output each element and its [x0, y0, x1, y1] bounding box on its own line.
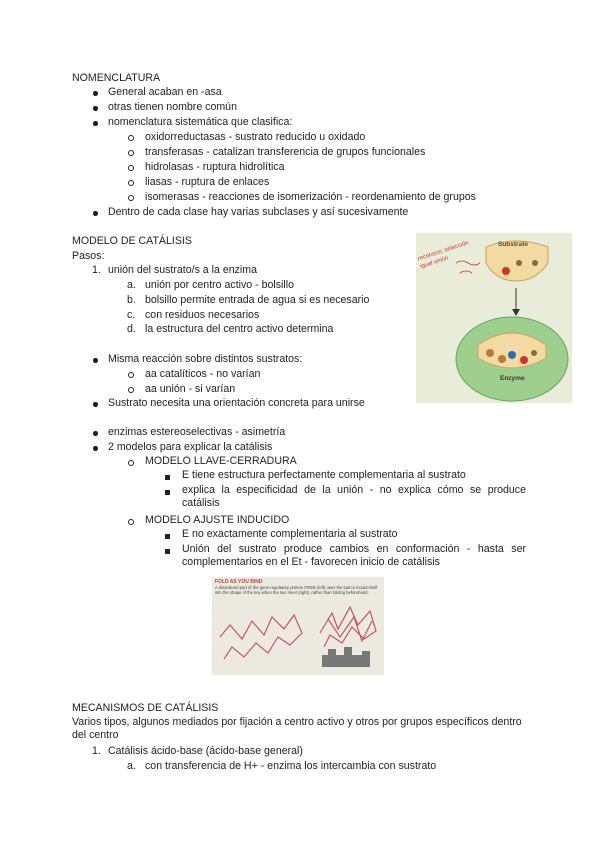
list-letter: a. [127, 760, 136, 772]
sub-bullet [128, 460, 134, 466]
list-item: nomenclatura sistemática que clasifica: [108, 116, 293, 128]
list-item: explica la especificidad de la unión - no explica cómo se produce catálisis [182, 484, 526, 509]
bullet [93, 446, 98, 451]
sub-bullet [128, 165, 134, 171]
list-item: la estructura del centro activo determina [145, 323, 334, 335]
list-item: otras tienen nombre común [108, 101, 237, 113]
list-item: General acaban en -asa [108, 86, 222, 98]
list-item: E no exactamente complementaria al sustrato [182, 528, 398, 540]
list-letter: c. [127, 309, 136, 321]
bullet [93, 121, 98, 126]
section-title-mecanismos: MECANISMOS DE CATÁLISIS [72, 702, 219, 714]
sub-bullet [128, 195, 134, 201]
list-item: Sustrato necesita una orientación concreta para unirse [108, 397, 365, 409]
figure-heading: FOLD AS YOU BIND [215, 579, 263, 585]
sub-bullet [128, 180, 134, 186]
sub-bullet [128, 372, 134, 378]
list-item: Catálisis ácido-base (ácido-base general) [108, 745, 303, 757]
model-title-ajuste: MODELO AJUSTE INDUCIDO [145, 514, 290, 526]
pasos-label: Pasos: [72, 250, 105, 262]
model-title-llave: MODELO LLAVE-CERRADURA [145, 455, 297, 467]
list-item: Misma reacción sobre distintos sustratos: [108, 353, 303, 365]
square-bullet [165, 490, 170, 495]
list-item: aa unión - si varían [145, 383, 236, 395]
list-item: Dentro de cada clase hay varias subclases y así sucesivamente [108, 206, 409, 218]
list-item: Unión del sustrato produce cambios en conformación - hasta ser complementarios en el Et - favorecen inicio de catálisis [182, 543, 526, 568]
bullet [93, 402, 98, 407]
square-bullet [165, 534, 170, 539]
bullet [93, 358, 98, 363]
square-bullet [165, 475, 170, 480]
list-item: transferasas - catalizan transferencia de grupos funcionales [145, 146, 426, 158]
bullet [93, 431, 98, 436]
list-item: 2 modelos para explicar la catálisis [108, 441, 273, 453]
list-letter: a. [127, 279, 136, 291]
bullet [93, 91, 98, 96]
list-item: con residuos necesarios [145, 309, 260, 321]
sub-bullet [128, 519, 134, 525]
list-item: con transferencia de H+ - enzima los intercambia con sustrato [145, 760, 437, 772]
list-letter: d. [127, 323, 136, 335]
section-title-nomenclatura: NOMENCLATURA [72, 72, 161, 84]
enzyme-substrate-figure [416, 233, 572, 403]
sub-bullet [128, 135, 134, 141]
list-item: aa catalíticos - no varían [145, 368, 261, 380]
enzyme-label: Enzyme [500, 375, 525, 382]
square-bullet [165, 549, 170, 554]
section-title-modelo: MODELO DE CATÁLISIS [72, 235, 192, 247]
substrate-label: Substrate [498, 241, 528, 248]
list-item: unión del sustrato/s a la enzima [108, 264, 257, 276]
bullet [93, 211, 98, 216]
bullet [93, 106, 98, 111]
fold-as-you-bind-figure [212, 577, 384, 675]
figure-caption: A disordered part of the gene-regulatory protein CREB (left) uses the bait to mould itself into the shape of the key when the two meet (right), rather than folding beforehand. [215, 585, 378, 595]
sub-bullet [128, 387, 134, 393]
list-number: 1. [92, 745, 101, 757]
list-letter: b. [127, 294, 136, 306]
sub-bullet [128, 150, 134, 156]
list-item: bolsillo permite entrada de agua si es necesario [145, 294, 370, 306]
folding-diagram [212, 577, 384, 675]
list-number: 1. [92, 264, 101, 276]
mecanismos-intro: Varios tipos, algunos mediados por fijación a centro activo y otros por grupos específicos dentro del centro [72, 716, 522, 741]
list-item: isomerasas - reacciones de isomerización - reordenamiento de grupos [145, 191, 476, 203]
list-item: hidrolasas - ruptura hidrolítica [145, 161, 285, 173]
list-item: oxidorreductasas - sustrato reducido u oxidado [145, 131, 366, 143]
list-item: liasas - ruptura de enlaces [145, 176, 270, 188]
handwritten-note: reconoce; selección igual unión [417, 240, 470, 271]
list-item: enzimas estereoselectivas - asimetría [108, 426, 286, 438]
list-item: unión por centro activo - bolsillo [145, 279, 294, 291]
list-item: E tiene estructura perfectamente complementaria al sustrato [182, 469, 466, 481]
